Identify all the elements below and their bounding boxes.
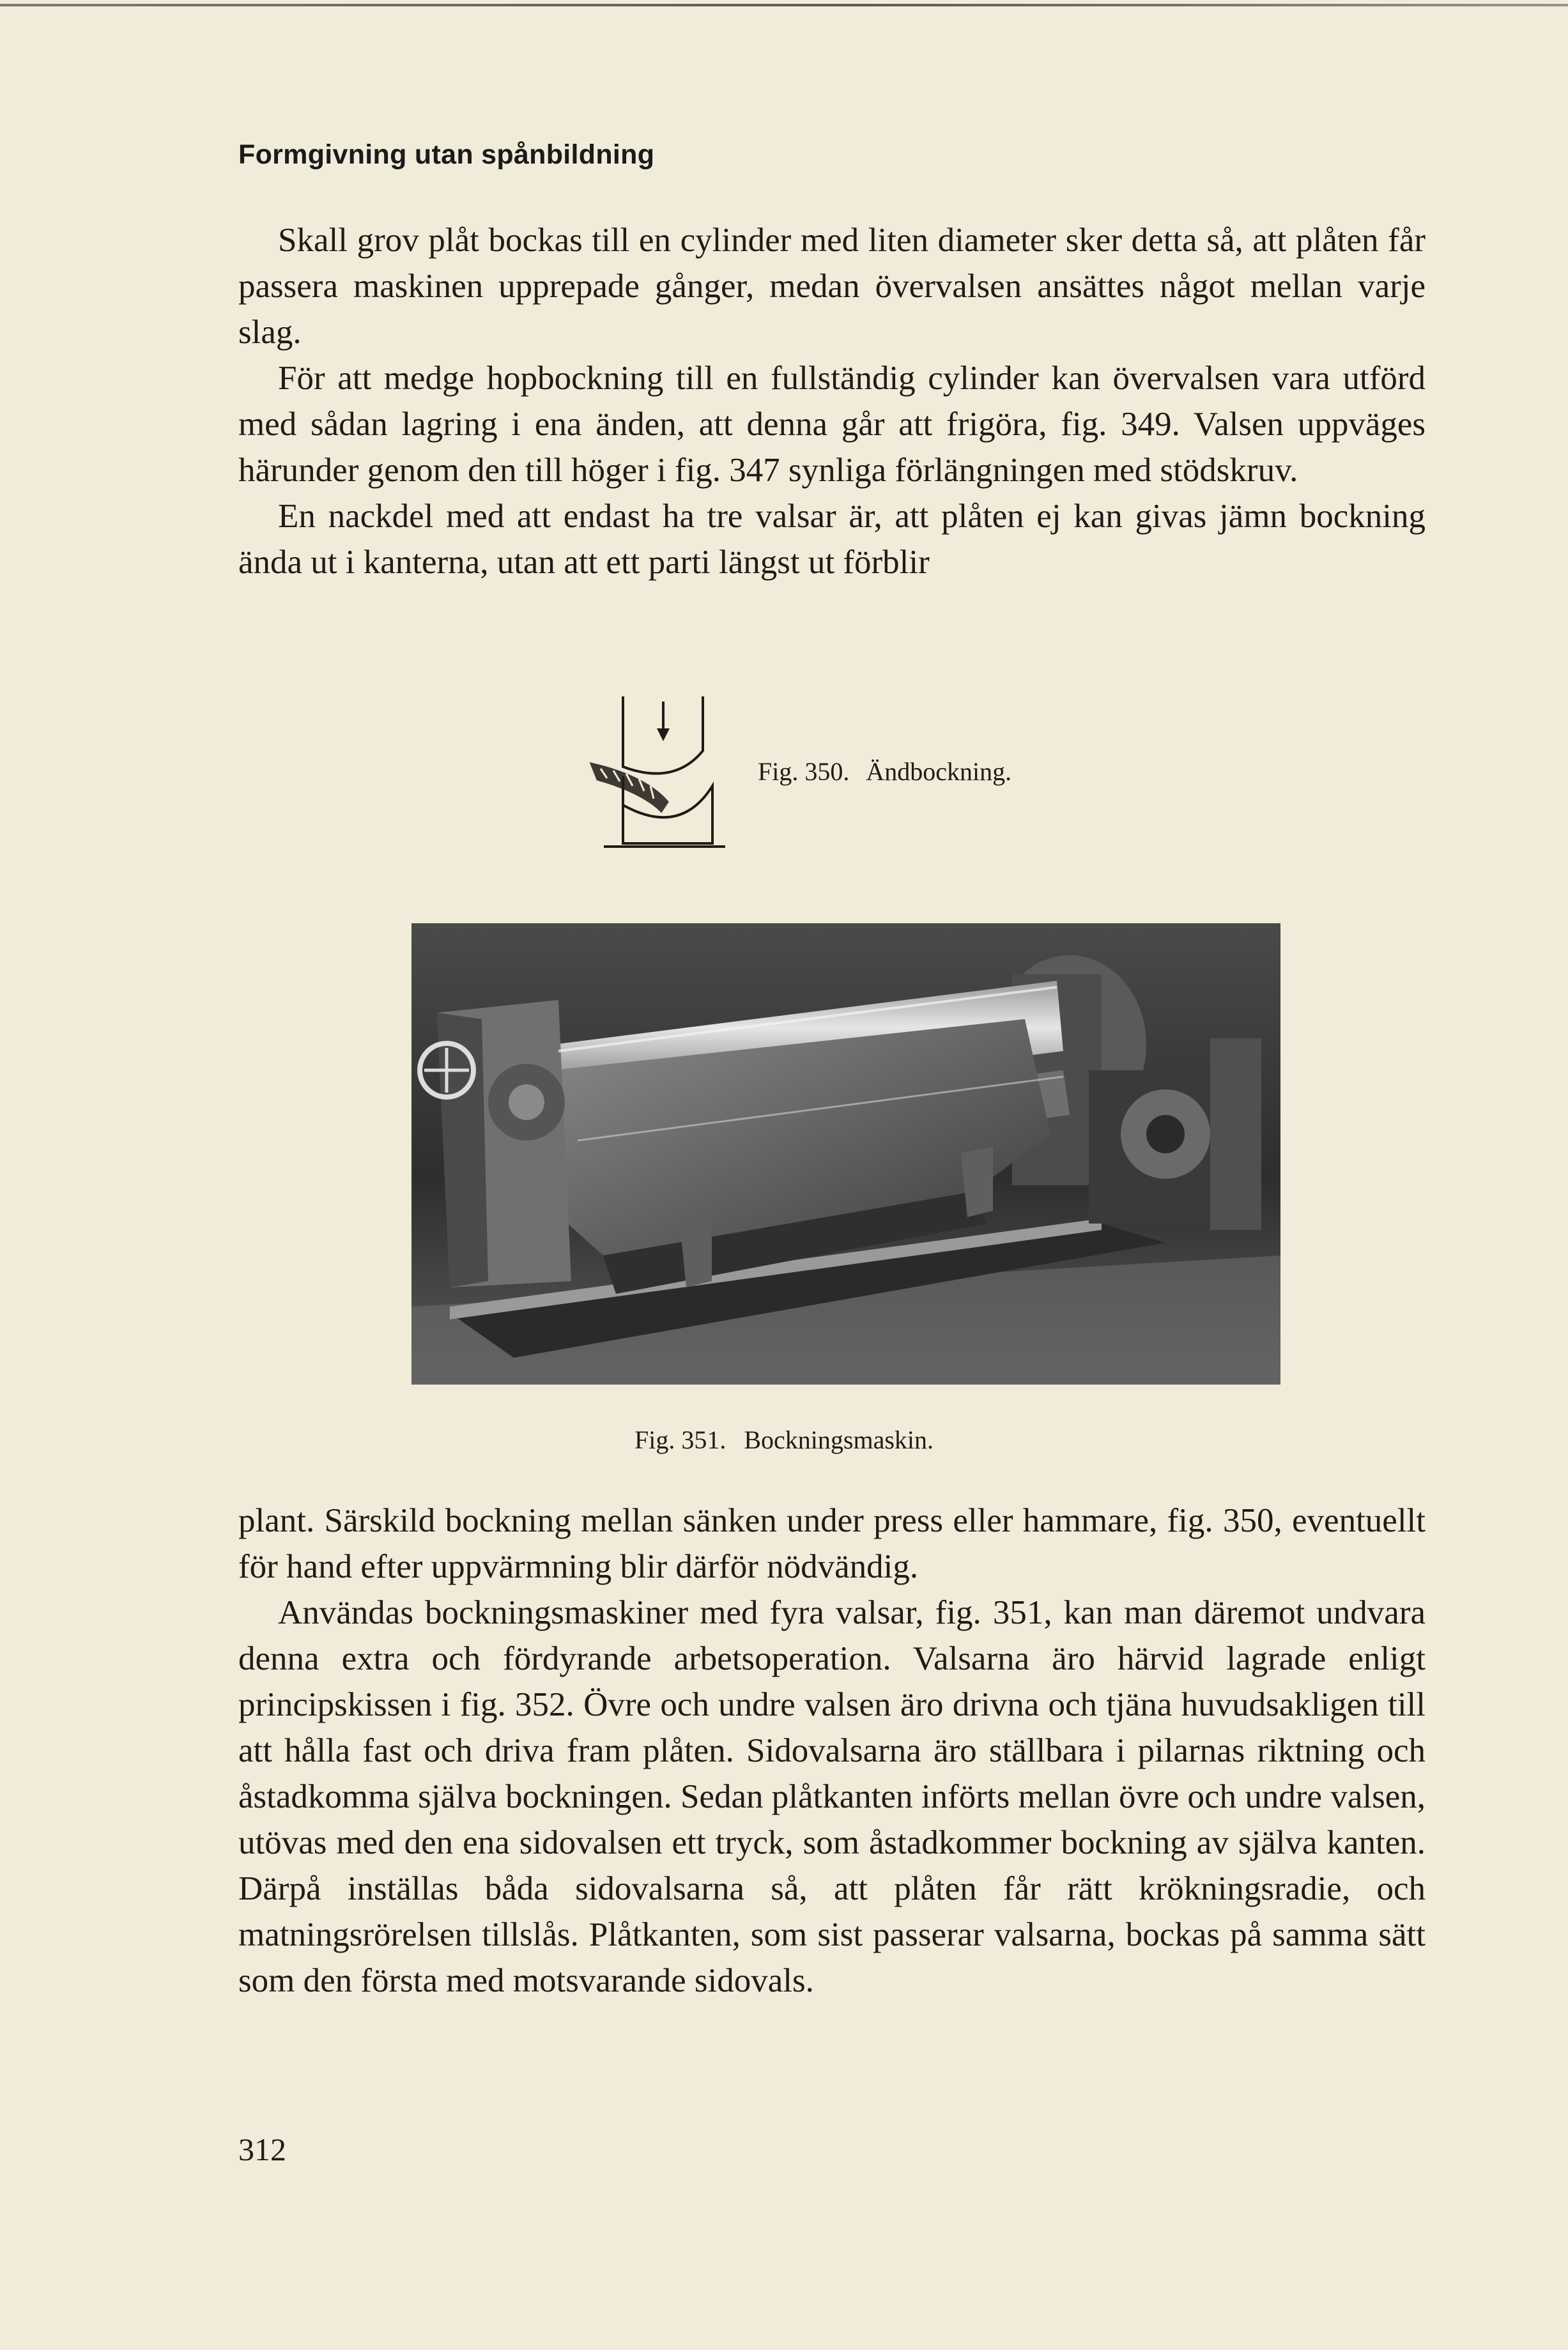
paragraph: För att medge hopbockning till en fullständig cylinder kan övervalsen vara utförd med sådan lagring i ena änden, att denna går att frigöra, fig. 349. Valsen uppväges härunder genom den till höger i fig. 347 synliga förlängningen med stödskruv. (238, 360, 1426, 489)
bending-machine-image (411, 923, 1280, 1385)
page-number: 312 (238, 2131, 286, 2167)
fig351-photograph (411, 923, 1280, 1385)
top-edge-rule (0, 4, 1568, 6)
paragraph: Användas bockningsmaskiner med fyra valsar, fig. 351, kan man däremot undvara denna extra och fördyrande arbetsoperation. Valsarna äro härvid lagrade enligt principskissen i fig. 352. Övre och undre valsen äro drivna och tjäna huvudsakligen till att hålla fast och driva fram plåten. Sidovalsarna äro ställbara i pilarnas riktning och åstadkomma själva bockningen. Sedan plåtkanten införts mellan övre och undre valsen, utövas med den ena sidovalsen ett tryck, som åstadkommer bockning av själva kanten. Därpå inställas båda sidovalsarna så, att plåten får rätt krökningsradie, och matningsrörelsen tillslås. Plåtkanten, som sist passerar valsarna, bockas på samma sätt som den första med motsvarande sidovals. (238, 1594, 1426, 1999)
fig351-caption (0, 1425, 1568, 1455)
fig350-caption (758, 756, 1028, 787)
text-block-lower (238, 1498, 1426, 2004)
running-head: Formgivning utan spånbildning (238, 139, 655, 170)
paragraph: Skall grov plåt bockas till en cylinder med liten diameter sker detta så, att plåten får passera maskinen upprepade gånger, medan övervalsen ansättes något mellan varje slag. (238, 222, 1426, 351)
fig350-title: Ändbockning. (866, 757, 1012, 786)
fig351-title: Bockningsmaskin. (744, 1425, 934, 1454)
fig350-diagram (585, 690, 738, 863)
text-block-upper (238, 217, 1426, 585)
paragraph: En nackdel med att endast ha tre valsar är, att plåten ej kan givas jämn bockning ända ut i kanterna, utan att ett parti längst ut förblir (238, 498, 1426, 581)
fig350-number: Fig. 350. (758, 757, 850, 786)
paragraph: plant. Särskild bockning mellan sänken under press eller hammare, fig. 350, eventuellt för hand efter uppvärmning blir därför nödvändig. (238, 1502, 1426, 1585)
fig351-number: Fig. 351. (634, 1425, 726, 1454)
